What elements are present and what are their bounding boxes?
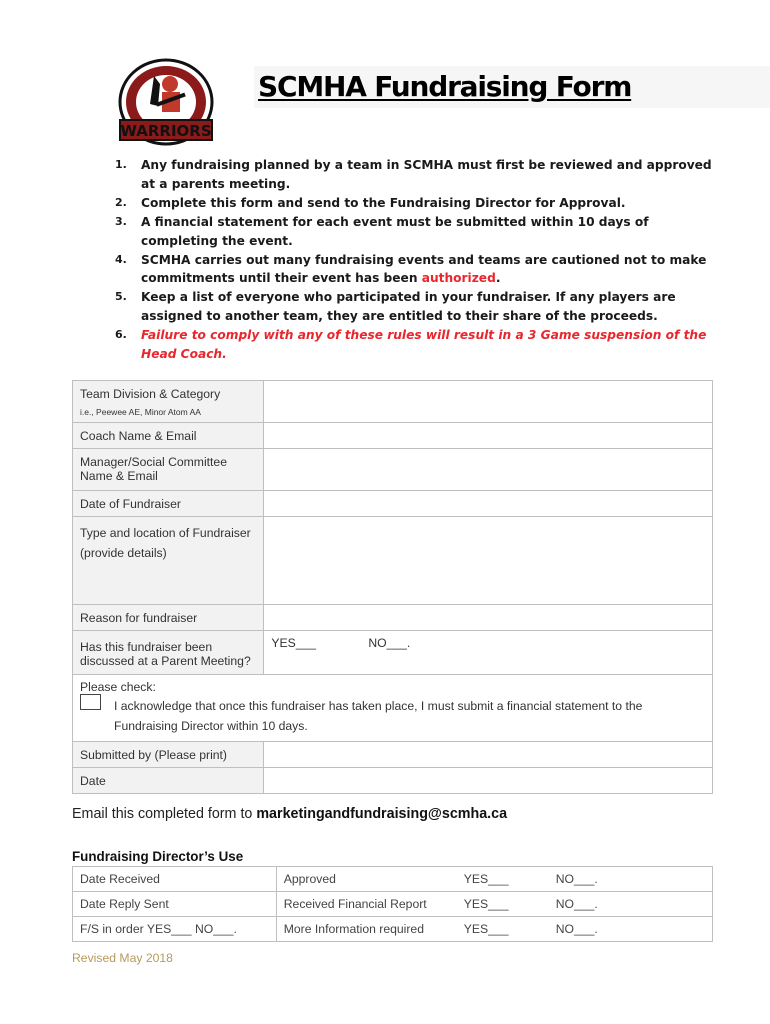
manager-label: Manager/Social Committee Name & Email bbox=[73, 449, 264, 491]
submitted-by-label: Submitted by (Please print) bbox=[73, 742, 264, 768]
rule-item: 2. Complete this form and send to the Fundraising Director for Approval. bbox=[115, 195, 626, 210]
type-location-field[interactable] bbox=[264, 517, 713, 605]
financial-report-yes[interactable]: YES___ bbox=[463, 897, 509, 911]
discussed-label: Has this fundraiser been discussed at a Parent Meeting? bbox=[73, 631, 264, 675]
warning-text: Failure to comply with any of these rules will result in a 3 Game suspension of the Head Coach. bbox=[141, 328, 707, 362]
reason-field[interactable] bbox=[264, 605, 713, 631]
rule-item: 6. Failure to comply with any of these rules will result in a 3 Game suspension of the Head Coach. bbox=[115, 328, 707, 362]
submitted-by-field[interactable] bbox=[264, 742, 713, 768]
email-address[interactable]: marketingandfundraising@scmha.ca bbox=[256, 806, 508, 822]
coach-field[interactable] bbox=[264, 423, 713, 449]
type-location-label: Type and location of Fundraiser (provide details) bbox=[73, 517, 264, 605]
rule-item: 4. SCMHA carries out many fundraising events and teams are cautioned not to make commitments until their event has been authorized. bbox=[115, 252, 707, 286]
email-instruction: Email this completed form to marketingandfundraising@scmha.ca bbox=[72, 806, 508, 822]
team-division-field[interactable] bbox=[264, 381, 713, 423]
date-fundraiser-field[interactable] bbox=[264, 491, 713, 517]
page-title: SCMHA Fundraising Form bbox=[258, 70, 632, 103]
date-reply-label: Date Reply Sent bbox=[73, 892, 277, 917]
director-heading: Fundraising Director’s Use bbox=[72, 849, 244, 864]
discussed-no[interactable]: NO___. bbox=[368, 636, 411, 650]
more-info-cell bbox=[276, 917, 712, 942]
acknowledge-text: I acknowledge that once this fundraiser has taken place, I must submit a financial statement to the Fundraising Director within 10 days. bbox=[114, 699, 643, 733]
acknowledge-checkbox[interactable] bbox=[80, 694, 101, 710]
discussed-field bbox=[264, 631, 713, 675]
approved-label: Approved bbox=[283, 872, 336, 886]
financial-report-label: Received Financial Report bbox=[283, 897, 427, 911]
logo-text: WARRIORS bbox=[120, 122, 212, 140]
rule-item: 3. A financial statement for each event must be submitted within 10 days of completing the event. bbox=[115, 214, 649, 248]
date-fundraiser-label: Date of Fundraiser bbox=[73, 491, 264, 517]
warriors-logo bbox=[110, 54, 222, 154]
director-table bbox=[72, 866, 713, 942]
rule-item: 5. Keep a list of everyone who participated in your fundraiser. If any players are assigned to another team, they are entitled to their share of the proceeds. bbox=[115, 290, 676, 324]
rules-list bbox=[112, 156, 712, 364]
team-division-label: Team Division & Category i.e., Peewee AE, Minor Atom AA bbox=[73, 381, 264, 423]
fundraising-form-table bbox=[72, 380, 713, 794]
reason-label: Reason for fundraiser bbox=[73, 605, 264, 631]
date-field[interactable] bbox=[264, 768, 713, 794]
more-info-yes[interactable]: YES___ bbox=[463, 922, 509, 936]
rule-item: 1. Any fundraising planned by a team in SCMHA must first be reviewed and approved at a parents meeting. bbox=[115, 158, 712, 191]
approved-cell bbox=[276, 867, 712, 892]
date-label: Date bbox=[73, 768, 264, 794]
acknowledge-section bbox=[73, 675, 713, 742]
financial-report-cell bbox=[276, 892, 712, 917]
discussed-yes[interactable]: YES___ bbox=[271, 636, 317, 650]
revised-date: Revised May 2018 bbox=[72, 951, 173, 965]
more-info-label: More Information required bbox=[283, 922, 424, 936]
please-check-label: Please check: bbox=[80, 680, 156, 694]
date-received-label: Date Received bbox=[73, 867, 277, 892]
fs-in-order-label: F/S in order YES___ NO___. bbox=[73, 917, 277, 942]
manager-field[interactable] bbox=[264, 449, 713, 491]
approved-no[interactable]: NO___. bbox=[555, 872, 598, 886]
more-info-no[interactable]: NO___. bbox=[555, 922, 598, 936]
authorized-highlight: authorized bbox=[421, 271, 496, 286]
coach-label: Coach Name & Email bbox=[73, 423, 264, 449]
approved-yes[interactable]: YES___ bbox=[463, 872, 509, 886]
financial-report-no[interactable]: NO___. bbox=[555, 897, 598, 911]
